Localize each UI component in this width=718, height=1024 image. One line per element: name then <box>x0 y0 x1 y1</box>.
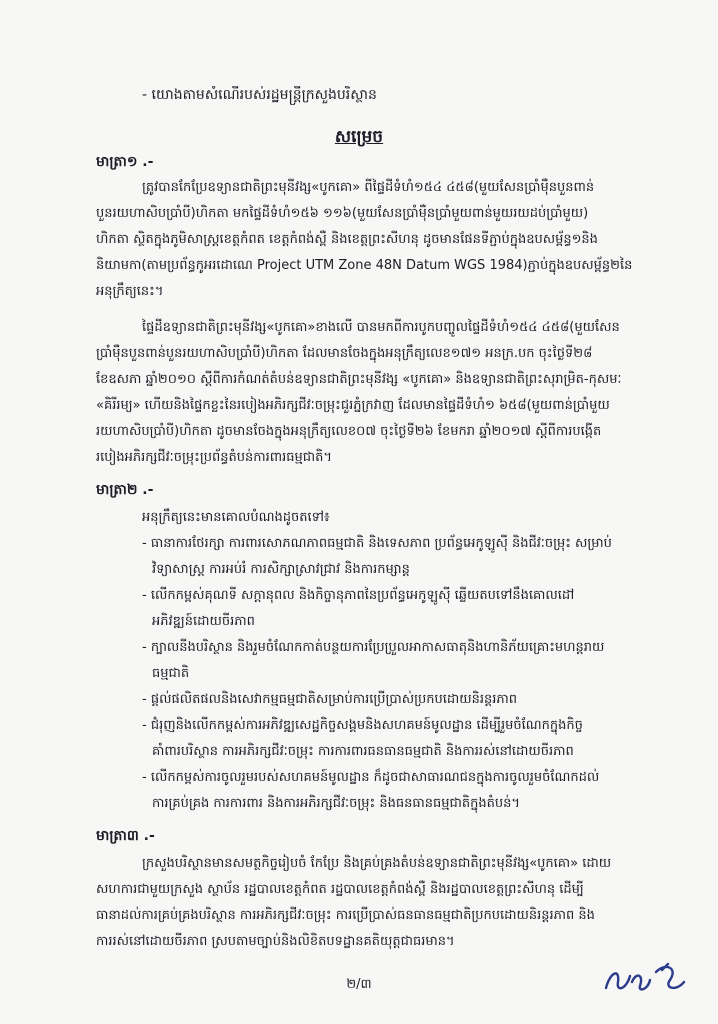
article-2-line: វិទ្យាសាស្ត្រ ការអប់រំ ការសិក្សាស្រាវជ្រាវ និងការកម្សាន្ត <box>152 562 410 577</box>
article-3-line: ក្រសួងបរិស្ថានមានសមត្ថកិច្ចរៀបចំ កែប្រែ និងគ្រប់គ្រងតំបន់ឧទ្យានជាតិព្រះមុនីវង្ស«បូកគោ» ដោយ <box>142 856 612 871</box>
article-1-line: «គិរីរម្យ» ហើយនិងផ្ទៃកខ្លះនៃរបៀងអភិរក្សជីវៈចម្រុះជួរភ្នំក្រវាញ ដែលមានផ្ទៃដីទំហំ១ ៦៥៨(មួយពាន់ប្រាំមួយ <box>96 398 610 413</box>
article-2-bullet: - ធានាការថែរក្សា ការពារសោភណភាពធម្មជាតិ និងទេសភាព ប្រព័ន្ធអេកូឡូស៊ី និងជីវៈចម្រុះ សម្រាប់ <box>142 536 612 551</box>
article-2-bullet: - លើកកម្ពស់គុណទី សក្តានុពល និងកិច្ចានុភាពនៃប្រព័ន្ធអេកូឡូស៊ី ឆ្លើយតបទៅនឹងគោលដៅ <box>142 588 575 603</box>
article-2-bullet: - ក្បាលនីងបរិស្ថាន និងរួមចំណែកកាត់បន្ថយការប្រែប្រួលអាកាសធាតុនិងហានិភ័យគ្រោះមហន្តរាយ <box>142 640 605 655</box>
article-1-line: រយហាសិបប្រាំបី)ហិកតា ដូចមានចែងក្នុងអនុក្រឹត្យលេខ០៧ ចុះថ្ងៃទី២៦ ខែមករា ឆ្នាំ២០១៧ ស្តីពីការបង្កើត <box>96 424 602 439</box>
article-3-heading: មាត្រា៣ .- <box>96 828 155 844</box>
article-1-line: បួនរយហាសិបប្រាំបី)ហិកតា មកផ្ទៃដីទំហំ១៥៦ ១១៦(មួយសែនប្រាំម៉ឺនប្រាំមួយពាន់មួយរយដប់ប្រាំមួយ) <box>96 206 589 221</box>
article-2-line: គាំពារបរិស្ថាន ការអភិរក្សជីវៈចម្រុះ ការការពារធនធានធម្មជាតិ និងការរស់នៅដោយចីរភាព <box>152 744 574 759</box>
article-2-heading: មាត្រា២ .- <box>96 482 154 498</box>
article-2-bullet: - ជំរុញនិងលើកកម្ពស់ការអភិវឌ្ឍសេដ្ឋកិច្ចសង្គមនិងសហគមន៍មូលដ្ឋាន ដើម្បីរួមចំណែកក្នុងកិច្ច <box>142 718 583 733</box>
article-3-line: ការរស់នៅដោយចីរភាព ស្របតាមច្បាប់និងលិខិតបទដ្ឋានគតិយុត្តជាធរមាន។ <box>96 934 455 949</box>
article-2-line: អនុក្រឹត្យនេះមានគោលបំណងដូចតទៅ៖ <box>142 510 330 525</box>
article-2-line: ការគ្រប់គ្រង ការការពារ និងការអភិរក្សជីវៈចម្រុះ និងធនធានធម្មជាតិក្នុងតំបន់។ <box>152 796 520 811</box>
article-1-line: ប្រាំម៉ឺនបួនពាន់បួនរយហាសិបប្រាំបី)ហិកតា ដែលមានចែងក្នុងអនុក្រឹត្យលេខ១៧១ អនក្រ.បក ចុះថ្ងៃទី២៨ <box>96 346 593 361</box>
article-2-bullet: - ផ្តល់ផលិតផលនិងសេវាកម្មធម្មជាតិសម្រាប់ការប្រើប្រាស់ប្រកបដោយនិរន្តរភាព <box>142 692 518 707</box>
article-2-bullet: - លើកកម្ពស់ការចូលរួមរបស់សហគមន៍មូលដ្ឋាន ក៏ដូចជាសាធារណជនក្នុងការចូលរួមចំណែកដល់ <box>142 770 600 785</box>
article-1-line: ហិកតា ស្ថិតក្នុងភូមិសាស្ត្រខេត្តកំពត ខេត្តកំពង់ស្ពឺ និងខេត្តព្រះសីហនុ ដូចមានផែនទីភ្ជាប់ក្នុងឧបសម្ព័ន្ធ១និង <box>96 232 598 247</box>
article-1-line: របៀងអភិរក្សជីវៈចម្រុះប្រព័ន្ធតំបន់ការពារធម្មជាតិ។ <box>96 450 332 465</box>
article-1-heading: មាត្រា១ .- <box>96 154 154 170</box>
intro-line: - យោងតាមសំណើរបស់រដ្ឋមន្ត្រីក្រសួងបរិស្ថាន <box>142 87 377 103</box>
article-3-line: សហការជាមួយក្រសួង ស្ថាប័ន រដ្ឋបាលខេត្តកំពត រដ្ឋបាលខេត្តកំពង់ស្ពឺ និងរដ្ឋបាលខេត្តព្រះសីហនុ ដើម្បី <box>96 882 584 897</box>
decision-title: សម្រេច <box>334 127 384 147</box>
article-1-line: ខែឧសភា ឆ្នាំ២០១០ ស្តីពីការកំណត់តំបន់ឧទ្យានជាតិព្រះមុនីវង្ស «បូកគោ» និងឧទ្យានជាតិព្រះសុរាម្រិត-កុសមៈ <box>96 372 622 387</box>
article-2-line: ធម្មជាតិ <box>152 666 190 681</box>
article-1-line: ផ្ទៃដីឧទ្យានជាតិព្រះមុនីវង្ស«បូកគោ»ខាងលើ បានមកពីការបូកបញ្ចូលផ្ទៃដីទំហំ១៥៤ ៤៥៨(មួយសែន <box>142 320 620 335</box>
signature-initials <box>596 952 696 1002</box>
article-1-line: ត្រូវបានកែប្រែឧទ្យានជាតិព្រះមុនីវង្ស«បូកគោ» ពីផ្ទៃដីទំហំ១៥៤ ៤៥៨(មួយសែនប្រាំម៉ឺនបួនពាន់ <box>142 180 595 195</box>
article-2-line: អភិវឌ្ឍន៍ដោយចីរភាព <box>152 614 255 629</box>
article-1-line: និយាមកា(តាមប្រព័ន្ធកូអរដោណេ Project UTM Zone 48N Datum WGS 1984)ភ្ជាប់ក្នុងឧបសម្ព័ន្ធ២នៃ <box>96 258 633 273</box>
article-1-line: អនុក្រឹត្យនេះ។ <box>96 284 164 299</box>
page-number: ២/៣ <box>346 977 372 992</box>
article-3-line: ធានាដល់ការគ្រប់គ្រងបរិស្ថាន ការអភិរក្សជីវៈចម្រុះ ការប្រើប្រាស់ធនធានធម្មជាតិប្រកបដោយនិរន្តរភាព និង <box>96 908 595 923</box>
